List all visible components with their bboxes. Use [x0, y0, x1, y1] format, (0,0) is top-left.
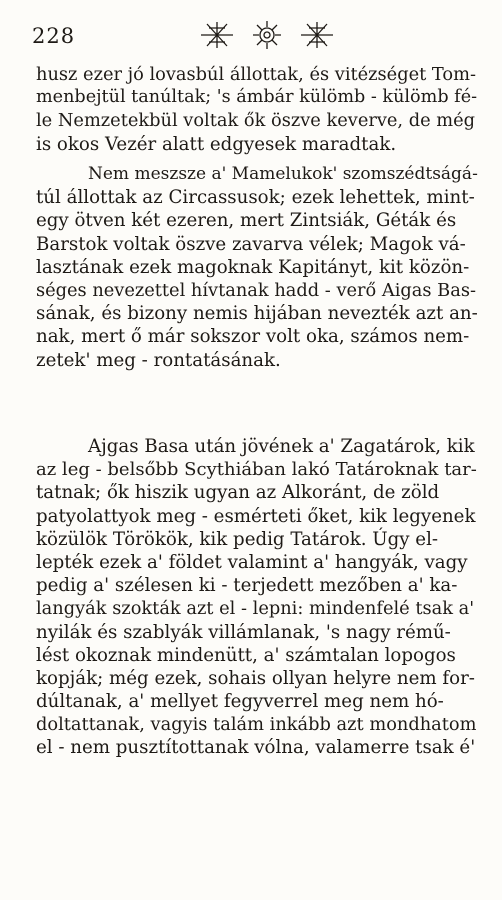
- paragraph-1: [36, 63, 478, 156]
- text-line: Nem meszsze a' Mamelukok' szomszédtságá-: [88, 164, 478, 184]
- text-line: séges nevezettel hívtanak hadd - verő Aigas Bas-: [36, 279, 476, 301]
- paragraph-3: [36, 435, 478, 760]
- text-line: patyolattyok meg - esmérteti őket, kik legyenek: [36, 505, 476, 527]
- text-line: zetek' meg - rontatásának.: [36, 349, 281, 371]
- text-line: el - nem pusztítottanak vólna, valamerre tsak é': [36, 737, 476, 759]
- text-line: husz ezer jó lovasbúl állottak, és vitézséget Tom-: [36, 64, 476, 85]
- text-line: pedig a' szélesen ki - terjedett mezőben a' ka-: [36, 575, 458, 597]
- text-line: lést okoznak mindenütt, a' számtalan lopogos: [36, 644, 456, 666]
- text-line: doltattanak, vagyis talám inkább azt mondhatom: [36, 714, 477, 736]
- text-line: nak, mert ő már sokszor volt oka, számos nem-: [36, 326, 470, 348]
- text-line: lasztának ezek magoknak Kapitányt, kit közön-: [36, 256, 470, 278]
- text-line: dúltanak, a' mellyet fegyverrel meg nem hó-: [36, 691, 444, 713]
- text-line: kopják; még ezek, sohais ollyan helyre nem for-: [36, 667, 475, 689]
- fleuron-ornament-icon: [187, 18, 347, 54]
- text-line: közülök Törökök, kik pedig Tatárok. Úgy el-: [36, 528, 439, 550]
- paragraph-2: [36, 163, 478, 372]
- text-line: tatnak; ők hiszik ugyan az Alkoránt, de zöld: [36, 482, 440, 504]
- text-line: is okos Vezér alatt edgyesek maradtak.: [36, 133, 397, 155]
- text-line: Barstok voltak öszve zavarva vélek; Magok vá-: [36, 233, 466, 255]
- text-line: langyák szokták azt el - lepni: mindenfelé tsak a': [36, 598, 475, 620]
- text-line: túl állottak az Circassusok; ezek lehettek, mint-: [36, 187, 475, 209]
- text-line: nyilák és szablyák villámlanak, 's nagy rémű-: [36, 621, 451, 643]
- page-header: [32, 18, 482, 54]
- page-number: 228: [32, 24, 76, 48]
- text-line: az leg - belsőbb Scythiában lakó Tatároknak tar-: [36, 459, 477, 481]
- text-line: menbejtül tanúltak; 's ámbár külömb - külömb fé-: [36, 87, 478, 108]
- text-line: sának, és bizony nemis hijában nevezték azt an-: [36, 303, 478, 325]
- text-line: Ajgas Basa után jövének a' Zagatárok, kik: [88, 436, 475, 457]
- text-line: lepték ezek a' földet valamint a' hangyák, vagy: [36, 551, 468, 573]
- text-line: egy ötven két ezeren, mert Zintsiák, Géták és: [36, 210, 457, 232]
- text-line: le Nemzetekbül voltak ők öszve keverve, de még: [36, 110, 476, 132]
